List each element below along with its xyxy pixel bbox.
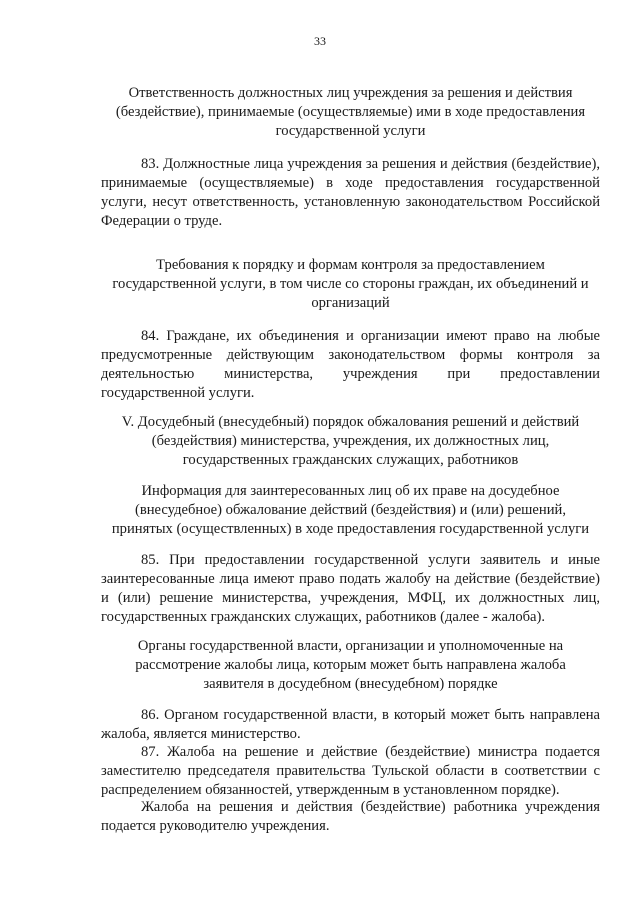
text-line: заинтересованные лица имеют право подать жалобу на действие (бездействие)	[101, 571, 600, 587]
section-heading	[101, 413, 600, 470]
text-line: государственных гражданских служащих, работников	[182, 452, 519, 468]
text-line: государственной услуги.	[101, 385, 255, 401]
text-line: Органы государственной власти, организации и уполномоченные на	[137, 638, 564, 654]
text-line: услуги, несут ответственность, установленную законодательством Российской	[101, 194, 600, 210]
text-line: 85. При предоставлении государственной услуги заявитель и иные	[141, 552, 600, 568]
text-line: рассмотрение жалобы лица, которым может быть направлена жалоба	[135, 657, 566, 673]
text-line: 86. Органом государственной власти, в который может быть направлена	[141, 707, 600, 723]
paragraph	[101, 155, 600, 231]
text-line: принимаемые (осуществляемые) в ходе предоставления государственной	[101, 175, 600, 191]
text-line: государственной услуги	[275, 123, 426, 139]
text-line: V. Досудебный (внесудебный) порядок обжалования решений и действий	[121, 414, 580, 430]
text-line: государственной услуги, в том числе со стороны граждан, их объединений и	[112, 276, 589, 292]
text-line: жалоба, является министерство.	[101, 726, 301, 742]
paragraph	[101, 551, 600, 627]
text-line: (бездействия) министерства, учреждения, их должностных лиц,	[151, 433, 550, 449]
text-line: (внесудебное) обжалование действий (бездействия) и (или) решений,	[135, 502, 566, 518]
text-line: предусмотренные действующим законодательством формы контроля за	[101, 347, 600, 363]
text-line: Ответственность должностных лиц учреждения за решения и действия	[128, 85, 573, 101]
text-line: Федерации о труде.	[101, 213, 223, 229]
paragraph	[101, 327, 600, 403]
text-line: принятых (осуществленных) в ходе предоставления государственной услуги	[111, 521, 590, 537]
paragraph	[101, 798, 600, 836]
text-line: 83. Должностные лица учреждения за решения и действия (бездействие),	[141, 156, 600, 172]
text-line: Информация для заинтересованных лиц об их праве на досудебное	[141, 483, 560, 499]
text-line: государственных гражданских служащих, работников (далее - жалоба).	[101, 609, 546, 625]
section-heading	[101, 482, 600, 539]
paragraph	[101, 706, 600, 744]
page-number: 33	[314, 34, 326, 48]
text-line: распределением обязанностей, утвержденным в установленном порядке).	[101, 782, 560, 798]
text-line: организаций	[311, 295, 390, 311]
section-heading	[101, 256, 600, 313]
paragraph	[101, 743, 600, 800]
text-line: деятельностью министерства, учреждения при предоставлении	[101, 366, 600, 382]
text-line: заявителя в досудебном (внесудебном) порядке	[203, 676, 498, 692]
text-line: Жалоба на решения и действия (бездействие) работника учреждения	[141, 799, 600, 815]
text-line: заместителю председателя правительства Тульской области в соответствии с	[101, 763, 600, 779]
text-line: 87. Жалоба на решение и действие (бездействие) министра подается	[141, 744, 600, 760]
text-line: и (или) решение министерства, учреждения, МФЦ, их должностных лиц,	[101, 590, 600, 606]
text-line: подается руководителю учреждения.	[101, 818, 330, 834]
section-heading	[101, 84, 600, 141]
text-line: 84. Граждане, их объединения и организации имеют право на любые	[141, 328, 600, 344]
text-line: Требования к порядку и формам контроля за предоставлением	[156, 257, 545, 273]
text-line: (бездействие), принимаемые (осуществляемые) ими в ходе предоставления	[115, 104, 586, 120]
section-heading	[101, 637, 600, 694]
